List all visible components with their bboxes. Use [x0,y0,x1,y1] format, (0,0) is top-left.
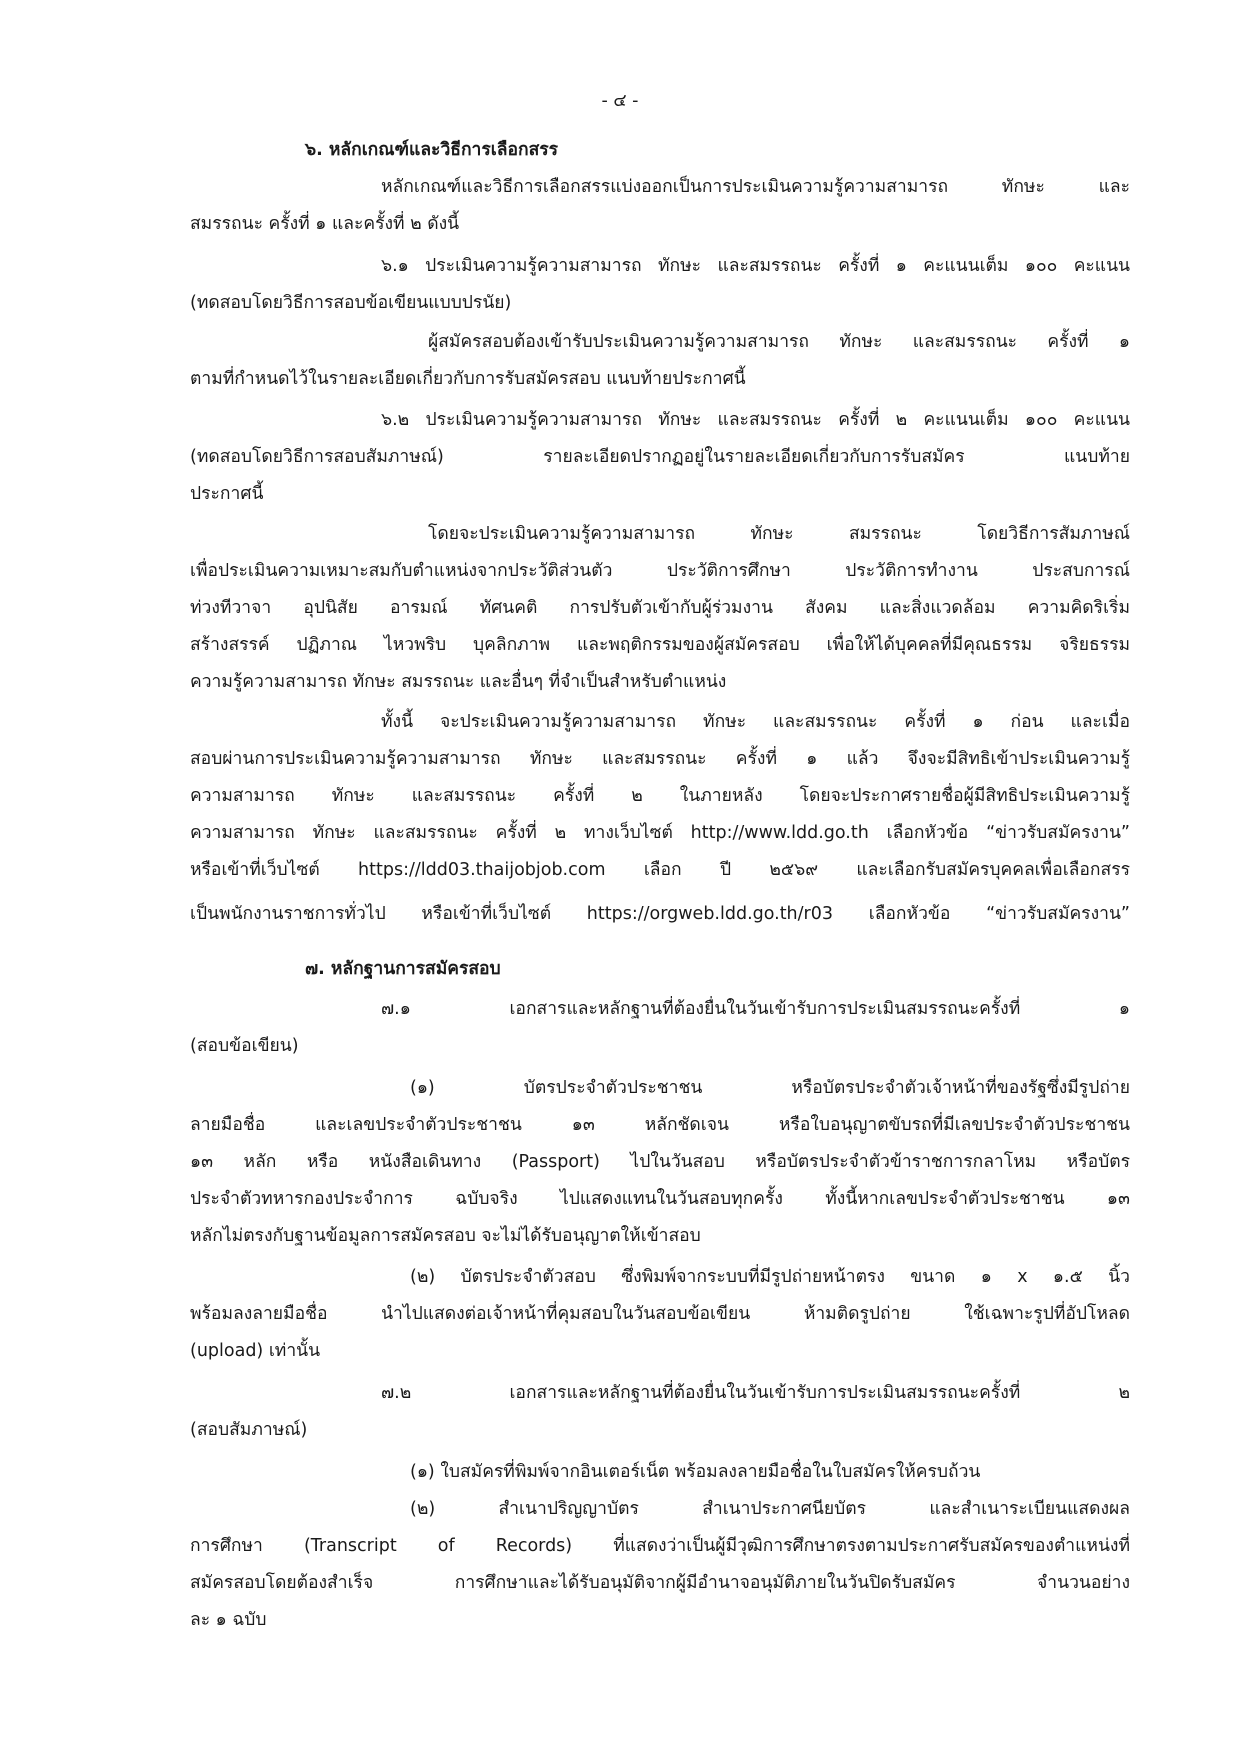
item-7-1-2-line: (upload) เท่านั้น [190,1341,321,1361]
item-6-2-line: (ทดสอบโดยวิธีการสอบสัมภาษณ์) รายละเอียดปรากฏอยู่ในรายละเอียดเกี่ยวกับการรับสมัคร แนบท้าย [190,447,1130,467]
section-6-intro-line: สมรรถนะ ครั้งที่ ๑ และครั้งที่ ๒ ดังนี้ [190,214,460,234]
item-7-1-1-line: ๑๓ หลัก หรือ หนังสือเดินทาง (Passport) ไปในวันสอบ หรือบัตรประจำตัวข้าราชการกลาโหม หรือบัตร [190,1152,1130,1172]
item-6-1-detail-line: ตามที่กำหนดไว้ในรายละเอียดเกี่ยวกับการรับสมัครสอบ แนบท้ายประกาศนี้ [190,369,746,389]
item-6-2-detail-line: เพื่อประเมินความเหมาะสมกับตำแหน่งจากประวัติส่วนตัว ประวัติการศึกษา ประวัติการทำงาน ประสบการณ์ [190,561,1130,581]
item-7-1-1-line: (๑) บัตรประจำตัวประชาชน หรือบัตรประจำตัวเจ้าหน้าที่ของรัฐซึ่งมีรูปถ่าย [410,1078,1130,1098]
item-6-1-line: ๖.๑ ประเมินความรู้ความสามารถ ทักษะ และสมรรถนะ ครั้งที่ ๑ คะแนนเต็ม ๑๐๐ คะแนน [381,256,1130,276]
item-6-2-detail-line: โดยจะประเมินความรู้ความสามารถ ทักษะ สมรรถนะ โดยวิธีการสัมภาษณ์ [428,524,1130,544]
section-6-note-line: เป็นพนักงานราชการทั่วไป หรือเข้าที่เว็บไซต์ https://orgweb.ldd.go.th/r03 เลือกหัวข้อ “ข่าวรับสมัครงาน” [190,904,1130,924]
item-7-1-1-line: หลักไม่ตรงกับฐานข้อมูลการสมัครสอบ จะไม่ได้รับอนุญาตให้เข้าสอบ [190,1226,701,1246]
section-6-note-line: ความสามารถ ทักษะ และสมรรถนะ ครั้งที่ ๒ ในภายหลัง โดยจะประกาศรายชื่อผู้มีสิทธิประเมินความรู้ [190,786,1130,806]
item-6-2-line: ประกาศนี้ [190,484,264,504]
item-6-1-line: (ทดสอบโดยวิธีการสอบข้อเขียนแบบปรนัย) [190,293,512,313]
item-6-1-detail-line: ผู้สมัครสอบต้องเข้ารับประเมินความรู้ความสามารถ ทักษะ และสมรรถนะ ครั้งที่ ๑ [428,332,1130,352]
item-7-1-2-line: พร้อมลงลายมือชื่อ นำไปแสดงต่อเจ้าหน้าที่คุมสอบในวันสอบข้อเขียน ห้ามติดรูปถ่าย ใช้เฉพาะรูปที่อัปโหลด [190,1304,1130,1324]
item-6-2-detail-line: ท่วงทีวาจา อุปนิสัย อารมณ์ ทัศนคติ การปรับตัวเข้ากับผู้ร่วมงาน สังคม และสิ่งแวดล้อม ความคิดริเริ่ม [190,598,1130,618]
section-6-note-line: ทั้งนี้ จะประเมินความรู้ความสามารถ ทักษะ และสมรรถนะ ครั้งที่ ๑ ก่อน และเมื่อ [381,712,1130,732]
item-7-1-line: ๗.๑ เอกสารและหลักฐานที่ต้องยื่นในวันเข้ารับการประเมินสมรรถนะครั้งที่ ๑ [381,999,1130,1019]
item-7-1-1-line: ประจำตัวทหารกองประจำการ ฉบับจริง ไปแสดงแทนในวันสอบทุกครั้ง ทั้งนี้หากเลขประจำตัวประชาชน ๑๓ [190,1189,1130,1209]
section-6-note-line: หรือเข้าที่เว็บไซต์ https://ldd03.thaijobjob.com เลือก ปี ๒๕๖๙ และเลือกรับสมัครบุคคลเพื่อเลือกสรร [190,860,1130,880]
item-7-2-2-line: ละ ๑ ฉบับ [190,1610,267,1630]
item-7-2-line: (สอบสัมภาษณ์) [190,1420,308,1440]
section-7-heading: ๗. หลักฐานการสมัครสอบ [305,959,501,979]
item-7-2-2-line: (๒) สำเนาปริญญาบัตร สำเนาประกาศนียบัตร และสำเนาระเบียนแสดงผล [410,1499,1130,1519]
section-6-heading: ๖. หลักเกณฑ์และวิธีการเลือกสรร [305,140,559,160]
item-7-2-line: ๗.๒ เอกสารและหลักฐานที่ต้องยื่นในวันเข้ารับการประเมินสมรรถนะครั้งที่ ๒ [381,1383,1130,1403]
item-6-2-line: ๖.๒ ประเมินความรู้ความสามารถ ทักษะ และสมรรถนะ ครั้งที่ ๒ คะแนนเต็ม ๑๐๐ คะแนน [381,410,1130,430]
item-7-2-2-line: สมัครสอบโดยต้องสำเร็จ การศึกษาและได้รับอนุมัติจากผู้มีอำนาจอนุมัติภายในวันปิดรับสมัคร จำนวนอย่าง [190,1573,1130,1593]
item-7-2-2-line: การศึกษา (Transcript of Records) ที่แสดงว่าเป็นผู้มีวุฒิการศึกษาตรงตามประกาศรับสมัครของตำแหน่งที่ [190,1536,1130,1556]
item-7-1-2-line: (๒) บัตรประจำตัวสอบ ซึ่งพิมพ์จากระบบที่มีรูปถ่ายหน้าตรง ขนาด ๑ x ๑.๕ นิ้ว [410,1267,1130,1287]
section-6-intro-line: หลักเกณฑ์และวิธีการเลือกสรรแบ่งออกเป็นการประเมินความรู้ความสามารถ ทักษะ และ [381,177,1130,197]
page-number: - ๔ - [601,91,639,111]
item-7-1-1-line: ลายมือชื่อ และเลขประจำตัวประชาชน ๑๓ หลักชัดเจน หรือใบอนุญาตขับรถที่มีเลขประจำตัวประชาชน [190,1115,1130,1135]
section-6-note-line: ความสามารถ ทักษะ และสมรรถนะ ครั้งที่ ๒ ทางเว็บไซต์ http://www.ldd.go.th เลือกหัวข้อ “ข่าวรับสมัครงาน” [190,823,1130,843]
item-6-2-detail-line: สร้างสรรค์ ปฏิภาณ ไหวพริบ บุคลิกภาพ และพฤติกรรมของผู้สมัครสอบ เพื่อให้ได้บุคคลที่มีคุณธรรม จริยธรรม [190,635,1130,655]
item-7-1-line: (สอบข้อเขียน) [190,1036,299,1056]
section-6-note-line: สอบผ่านการประเมินความรู้ความสามารถ ทักษะ และสมรรถนะ ครั้งที่ ๑ แล้ว จึงจะมีสิทธิเข้าประเมินความรู้ [190,749,1130,769]
item-6-2-detail-line: ความรู้ความสามารถ ทักษะ สมรรถนะ และอื่นๆ ที่จำเป็นสำหรับตำแหน่ง [190,672,727,692]
item-7-2-1-line: (๑) ใบสมัครที่พิมพ์จากอินเตอร์เน็ต พร้อมลงลายมือชื่อในใบสมัครให้ครบถ้วน [410,1462,981,1482]
